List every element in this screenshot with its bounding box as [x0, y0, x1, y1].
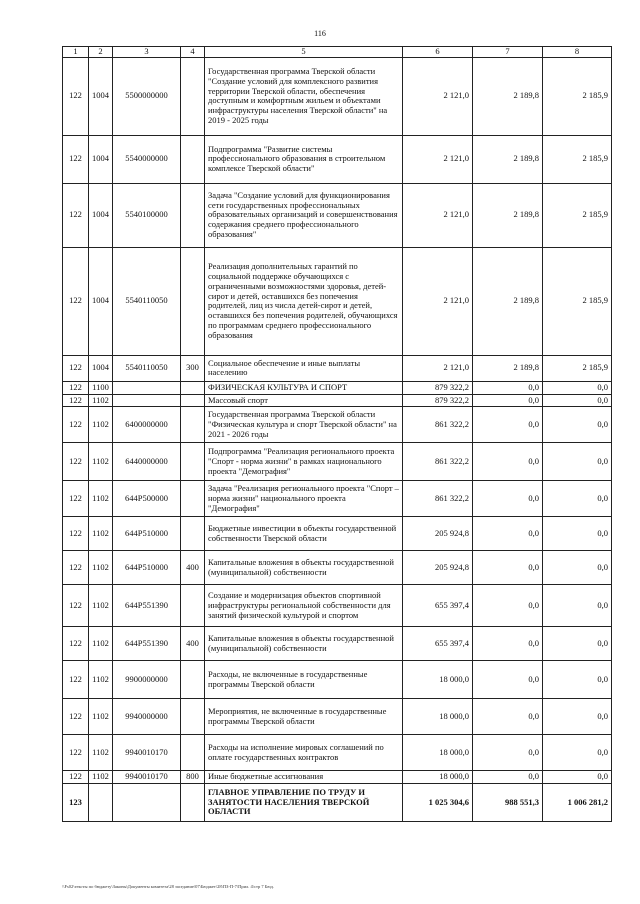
- description-cell: Государственная программа Тверской области "Создание условий для комплексного развития территории Тверской области, обеспечения доступным и комфортным жильем и объектами инфраструктуры населения Тверской области" на 2019 - 2025 годы: [205, 57, 403, 135]
- description-cell: Государственная программа Тверской области "Физическая культура и спорт Тверской области" на 2021 - 2026 годы: [205, 407, 403, 443]
- table-row: [63, 517, 612, 551]
- amount-year2-cell: 0,0: [473, 627, 543, 661]
- section-cell: 1102: [89, 443, 113, 481]
- admin-code-cell: 122: [63, 699, 89, 735]
- section-cell: 1102: [89, 735, 113, 771]
- amount-year3-cell: 0,0: [543, 481, 612, 517]
- amount-year3-cell: 2 185,9: [543, 355, 612, 381]
- section-cell: 1102: [89, 394, 113, 407]
- amount-year3-cell: 2 185,9: [543, 135, 612, 183]
- amount-year3-cell: 0,0: [543, 699, 612, 735]
- admin-code-cell: 122: [63, 661, 89, 699]
- table-row: [63, 661, 612, 699]
- section-cell: 1100: [89, 381, 113, 394]
- table-row: [63, 394, 612, 407]
- admin-code-cell: 122: [63, 394, 89, 407]
- amount-year1-cell: 2 121,0: [403, 57, 473, 135]
- target-article-cell: 5540110050: [113, 355, 181, 381]
- section-cell: 1102: [89, 661, 113, 699]
- amount-year3-cell: 0,0: [543, 407, 612, 443]
- admin-code-cell: 122: [63, 381, 89, 394]
- admin-code-cell: 122: [63, 585, 89, 627]
- description-cell: Реализация дополнительных гарантий по социальной поддержке обучающихся с ограниченными возможностями здоровья, детей-сирот и детей, оставшихся без попечения родителей, лиц из числа детей-сирот и детей, оставшихся без попечения родителей, обучающихся по программам среднего профессионального образования: [205, 247, 403, 355]
- expense-type-cell: [181, 585, 205, 627]
- column-header: 7: [473, 47, 543, 58]
- table-row: [63, 355, 612, 381]
- admin-code-cell: 122: [63, 771, 89, 784]
- section-cell: 1004: [89, 135, 113, 183]
- description-cell: Капитальные вложения в объекты государственной (муниципальной) собственности: [205, 551, 403, 585]
- amount-year1-cell: 18 000,0: [403, 661, 473, 699]
- target-article-cell: 9900000000: [113, 661, 181, 699]
- description-cell: Капитальные вложения в объекты государственной (муниципальной) собственности: [205, 627, 403, 661]
- section-cell: 1004: [89, 57, 113, 135]
- section-cell: [89, 784, 113, 822]
- section-cell: 1004: [89, 355, 113, 381]
- expense-type-cell: [181, 735, 205, 771]
- expense-type-cell: [181, 699, 205, 735]
- amount-year2-cell: 2 189,8: [473, 57, 543, 135]
- file-path-footer: \\Fs02\тексты по бюджету\Законы\Документы комитета\28 заседание\07\Бюджет\28\ПЗ-П-7\Прил. 4\стр 7 Бюд.: [62, 884, 274, 889]
- description-cell: Иные бюджетные ассигнования: [205, 771, 403, 784]
- amount-year2-cell: 0,0: [473, 699, 543, 735]
- amount-year3-cell: 0,0: [543, 661, 612, 699]
- table-row: [63, 699, 612, 735]
- target-article-cell: 6400000000: [113, 407, 181, 443]
- amount-year2-cell: 0,0: [473, 443, 543, 481]
- expense-type-cell: [181, 135, 205, 183]
- amount-year1-cell: 2 121,0: [403, 355, 473, 381]
- expense-type-cell: [181, 407, 205, 443]
- target-article-cell: 5540000000: [113, 135, 181, 183]
- amount-year1-cell: 205 924,8: [403, 517, 473, 551]
- amount-year1-cell: 2 121,0: [403, 247, 473, 355]
- expense-type-cell: [181, 661, 205, 699]
- target-article-cell: 5540100000: [113, 183, 181, 247]
- target-article-cell: 9940000000: [113, 699, 181, 735]
- amount-year2-cell: 2 189,8: [473, 135, 543, 183]
- admin-code-cell: 122: [63, 551, 89, 585]
- amount-year2-cell: 0,0: [473, 394, 543, 407]
- amount-year1-cell: 655 397,4: [403, 627, 473, 661]
- amount-year2-cell: 0,0: [473, 407, 543, 443]
- description-cell: Задача "Создание условий для функционирования сети государственных профессиональных образовательных организаций и совершенствования содержания среднего профессионального образования": [205, 183, 403, 247]
- budget-table: [62, 46, 612, 822]
- expense-type-cell: 800: [181, 771, 205, 784]
- column-number-row: [63, 47, 612, 58]
- amount-year3-cell: 0,0: [543, 551, 612, 585]
- amount-year1-cell: 1 025 304,6: [403, 784, 473, 822]
- admin-code-cell: 122: [63, 183, 89, 247]
- admin-code-cell: 122: [63, 627, 89, 661]
- table-row: [63, 381, 612, 394]
- amount-year2-cell: 2 189,8: [473, 183, 543, 247]
- expense-type-cell: [181, 57, 205, 135]
- description-cell: ГЛАВНОЕ УПРАВЛЕНИЕ ПО ТРУДУ И ЗАНЯТОСТИ НАСЕЛЕНИЯ ТВЕРСКОЙ ОБЛАСТИ: [205, 784, 403, 822]
- amount-year2-cell: 0,0: [473, 661, 543, 699]
- description-cell: ФИЗИЧЕСКАЯ КУЛЬТУРА И СПОРТ: [205, 381, 403, 394]
- amount-year2-cell: 0,0: [473, 481, 543, 517]
- section-cell: 1102: [89, 699, 113, 735]
- column-header: 2: [89, 47, 113, 58]
- admin-code-cell: 123: [63, 784, 89, 822]
- admin-code-cell: 122: [63, 735, 89, 771]
- admin-code-cell: 122: [63, 135, 89, 183]
- amount-year2-cell: 0,0: [473, 517, 543, 551]
- admin-code-cell: 122: [63, 481, 89, 517]
- amount-year2-cell: 0,0: [473, 585, 543, 627]
- table-row: [63, 771, 612, 784]
- target-article-cell: 5500000000: [113, 57, 181, 135]
- table-row: [63, 481, 612, 517]
- expense-type-cell: [181, 183, 205, 247]
- target-article-cell: 644P510000: [113, 551, 181, 585]
- amount-year3-cell: 2 185,9: [543, 183, 612, 247]
- admin-code-cell: 122: [63, 247, 89, 355]
- table-row: [63, 407, 612, 443]
- target-article-cell: 644P551390: [113, 627, 181, 661]
- target-article-cell: [113, 784, 181, 822]
- amount-year1-cell: 2 121,0: [403, 135, 473, 183]
- table-row: [63, 627, 612, 661]
- description-cell: Социальное обеспечение и иные выплаты населению: [205, 355, 403, 381]
- section-cell: 1102: [89, 771, 113, 784]
- expense-type-cell: [181, 517, 205, 551]
- column-header: 1: [63, 47, 89, 58]
- expense-type-cell: [181, 443, 205, 481]
- amount-year3-cell: 2 185,9: [543, 57, 612, 135]
- description-cell: Массовый спорт: [205, 394, 403, 407]
- target-article-cell: 5540110050: [113, 247, 181, 355]
- section-cell: 1004: [89, 183, 113, 247]
- target-article-cell: 644P551390: [113, 585, 181, 627]
- admin-code-cell: 122: [63, 57, 89, 135]
- column-header: 5: [205, 47, 403, 58]
- target-article-cell: 644P510000: [113, 517, 181, 551]
- admin-code-cell: 122: [63, 407, 89, 443]
- section-cell: 1102: [89, 627, 113, 661]
- amount-year1-cell: 861 322,2: [403, 407, 473, 443]
- expense-type-cell: [181, 481, 205, 517]
- target-article-cell: [113, 394, 181, 407]
- description-cell: Мероприятия, не включенные в государственные программы Тверской области: [205, 699, 403, 735]
- description-cell: Бюджетные инвестиции в объекты государственной собственности Тверской области: [205, 517, 403, 551]
- amount-year3-cell: 0,0: [543, 517, 612, 551]
- amount-year3-cell: 0,0: [543, 627, 612, 661]
- amount-year2-cell: 2 189,8: [473, 355, 543, 381]
- amount-year3-cell: 0,0: [543, 381, 612, 394]
- amount-year3-cell: 0,0: [543, 735, 612, 771]
- description-cell: Расходы, не включенные в государственные программы Тверской области: [205, 661, 403, 699]
- table-row: [63, 57, 612, 135]
- table-row: [63, 247, 612, 355]
- amount-year3-cell: 0,0: [543, 394, 612, 407]
- amount-year1-cell: 2 121,0: [403, 183, 473, 247]
- amount-year3-cell: 0,0: [543, 771, 612, 784]
- section-cell: 1102: [89, 585, 113, 627]
- section-cell: 1004: [89, 247, 113, 355]
- target-article-cell: 9940010170: [113, 735, 181, 771]
- amount-year3-cell: 0,0: [543, 443, 612, 481]
- section-cell: 1102: [89, 551, 113, 585]
- admin-code-cell: 122: [63, 443, 89, 481]
- amount-year2-cell: 0,0: [473, 381, 543, 394]
- description-cell: Подпрограмма "Реализация регионального проекта "Спорт - норма жизни" в рамках национального проекта "Демография": [205, 443, 403, 481]
- expense-type-cell: [181, 784, 205, 822]
- amount-year3-cell: 2 185,9: [543, 247, 612, 355]
- target-article-cell: 6440000000: [113, 443, 181, 481]
- amount-year1-cell: 205 924,8: [403, 551, 473, 585]
- description-cell: Подпрограмма "Развитие системы профессионального образования в строительном комплексе Тверской области": [205, 135, 403, 183]
- amount-year3-cell: 1 006 281,2: [543, 784, 612, 822]
- description-cell: Расходы на исполнение мировых соглашений по оплате государственных контрактов: [205, 735, 403, 771]
- amount-year1-cell: 861 322,2: [403, 481, 473, 517]
- section-cell: 1102: [89, 517, 113, 551]
- expense-type-cell: 300: [181, 355, 205, 381]
- amount-year1-cell: 18 000,0: [403, 771, 473, 784]
- column-header: 3: [113, 47, 181, 58]
- section-cell: 1102: [89, 481, 113, 517]
- amount-year1-cell: 655 397,4: [403, 585, 473, 627]
- amount-year1-cell: 879 322,2: [403, 381, 473, 394]
- target-article-cell: [113, 381, 181, 394]
- table-row: [63, 183, 612, 247]
- amount-year2-cell: 0,0: [473, 551, 543, 585]
- description-cell: Создание и модернизация объектов спортивной инфраструктуры региональной собственности для занятий физической культурой и спортом: [205, 585, 403, 627]
- amount-year1-cell: 18 000,0: [403, 699, 473, 735]
- table-row: [63, 735, 612, 771]
- amount-year1-cell: 861 322,2: [403, 443, 473, 481]
- target-article-cell: 9940010170: [113, 771, 181, 784]
- section-cell: 1102: [89, 407, 113, 443]
- table-row: [63, 585, 612, 627]
- admin-code-cell: 122: [63, 355, 89, 381]
- expense-type-cell: [181, 381, 205, 394]
- target-article-cell: 644P500000: [113, 481, 181, 517]
- amount-year2-cell: 0,0: [473, 735, 543, 771]
- column-header: 4: [181, 47, 205, 58]
- expense-type-cell: 400: [181, 551, 205, 585]
- amount-year2-cell: 0,0: [473, 771, 543, 784]
- amount-year2-cell: 2 189,8: [473, 247, 543, 355]
- expense-type-cell: [181, 247, 205, 355]
- description-cell: Задача "Реализация регионального проекта "Спорт – норма жизни" национального проекта "Демография": [205, 481, 403, 517]
- admin-code-cell: 122: [63, 517, 89, 551]
- table-row: [63, 784, 612, 822]
- amount-year2-cell: 988 551,3: [473, 784, 543, 822]
- page-number: 116: [314, 29, 326, 38]
- table-row: [63, 443, 612, 481]
- table-row: [63, 551, 612, 585]
- amount-year3-cell: 0,0: [543, 585, 612, 627]
- column-header: 8: [543, 47, 612, 58]
- column-header: 6: [403, 47, 473, 58]
- expense-type-cell: 400: [181, 627, 205, 661]
- amount-year1-cell: 879 322,2: [403, 394, 473, 407]
- expense-type-cell: [181, 394, 205, 407]
- table-row: [63, 135, 612, 183]
- amount-year1-cell: 18 000,0: [403, 735, 473, 771]
